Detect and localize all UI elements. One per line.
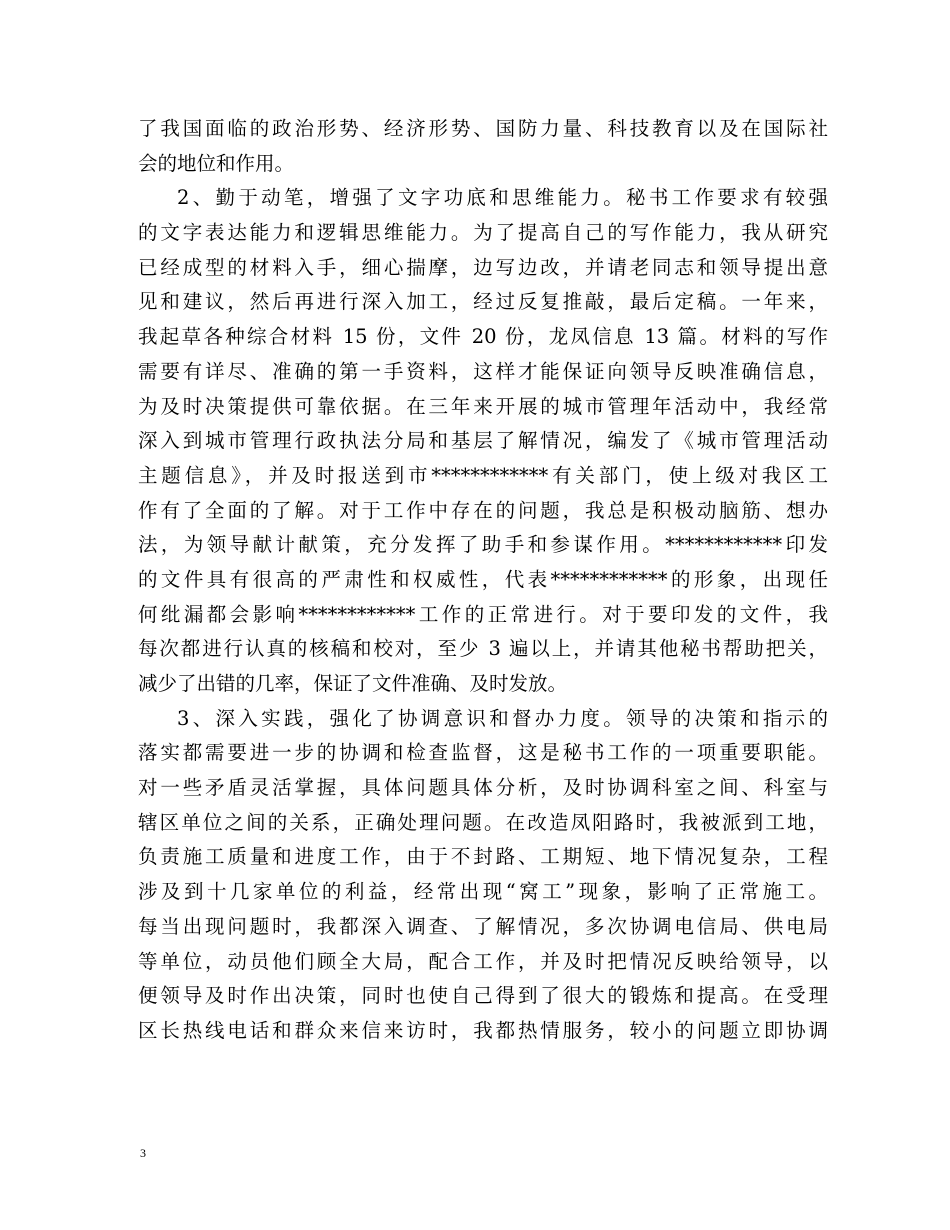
text-line: 涉及到十几家单位的利益，经常出现“窝工”现象，影响了正常施工。: [138, 880, 828, 904]
text-line: 会的地位和作用。: [138, 151, 295, 175]
text-line: 何纰漏都会影响************工作的正常进行。对于要印发的文件，我: [138, 602, 828, 626]
text-line: 对一些矛盾灵活掌握，具体问题具体分析，及时协调科室之间、科室与: [138, 776, 828, 800]
paragraph-start-line: 2、勤于动笔，增强了文字功底和思维能力。秘书工作要求有较强: [177, 186, 828, 210]
text-line: 见和建议，然后再进行深入加工，经过反复推敲，最后定稿。一年来，: [138, 290, 828, 314]
body-text: [138, 112, 828, 1049]
text-line: 需要有详尽、准确的第一手资料，这样才能保证向领导反映准确信息，: [138, 359, 828, 383]
text-line: 为及时决策提供可靠依据。在三年来开展的城市管理年活动中，我经常: [138, 394, 828, 418]
text-line: 负责施工质量和进度工作，由于不封路、工期短、地下情况复杂，工程: [138, 845, 828, 869]
text-line: 已经成型的材料入手，细心揣摩，边写边改，并请老同志和领导提出意: [138, 255, 828, 279]
text-line: 落实都需要进一步的协调和检查监督，这是秘书工作的一项重要职能。: [138, 741, 828, 765]
text-line: 的文字表达能力和逻辑思维能力。为了提高自己的写作能力，我从研究: [138, 221, 828, 245]
text-line: 主题信息》，并及时报送到市************有关部门，使上级对我区工: [138, 463, 828, 487]
text-line: 辖区单位之间的关系，正确处理问题。在改造凤阳路时，我被派到工地，: [138, 810, 828, 834]
text-line: 减少了出错的几率，保证了文件准确、及时发放。: [138, 672, 568, 695]
text-line: 我起草各种综合材料 15 份，文件 20 份，龙凤信息 13 篇。材料的写作: [138, 325, 828, 349]
text-line: 作有了全面的了解。对于工作中存在的问题，我总是积极动脑筋、想办: [138, 498, 828, 522]
text-line: 法，为领导献计献策，充分发挥了助手和参谋作用。************印发: [138, 533, 828, 557]
text-line: 区长热线电话和群众来信来访时，我都热情服务，较小的问题立即协调: [138, 1018, 828, 1042]
text-line: 了我国面临的政治形势、经济形势、国防力量、科技教育以及在国际社: [138, 117, 828, 140]
text-line: 便领导及时作出决策，同时也使自己得到了很大的锻炼和提高。在受理: [138, 984, 828, 1008]
text-line: 每当出现问题时，我都深入调查、了解情况，多次协调电信局、供电局: [138, 914, 828, 938]
page-number: 3: [140, 1146, 146, 1160]
text-line: 的文件具有很高的严肃性和权威性，代表************的形象，出现任: [138, 567, 828, 591]
text-line: 等单位，动员他们顾全大局，配合工作，并及时把情况反映给领导，以: [138, 949, 828, 973]
text-line: 每次都进行认真的核稿和校对，至少 3 遍以上，并请其他秘书帮助把关，: [138, 637, 828, 661]
paragraph-start-line: 3、深入实践，强化了协调意识和督办力度。领导的决策和指示的: [177, 706, 828, 730]
text-line: 深入到城市管理行政执法分局和基层了解情况，编发了《城市管理活动: [138, 429, 828, 453]
